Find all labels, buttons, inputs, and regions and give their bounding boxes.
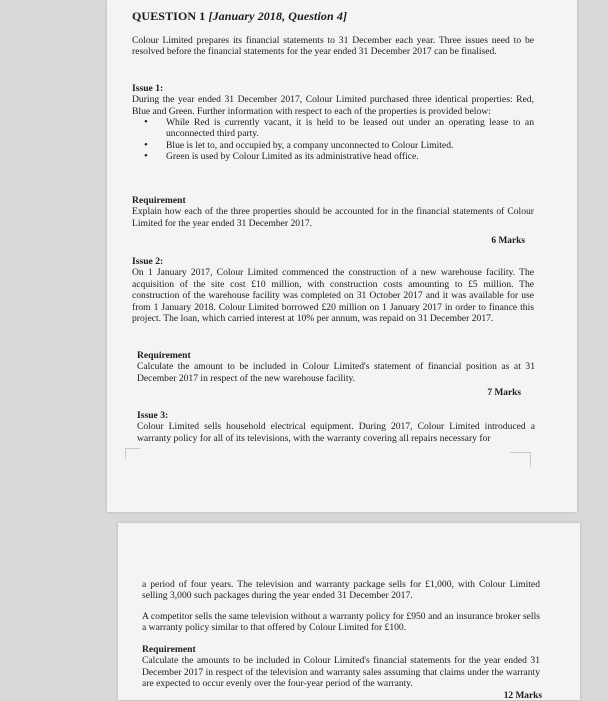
page-1	[107, 0, 577, 512]
crop-mark	[510, 452, 531, 467]
issue-1-marks: 6 Marks	[491, 236, 525, 246]
issue-3-heading: Issue 3:	[137, 410, 169, 421]
requirement-text: Calculate the amounts to be included in Colour Limited's financial statements for the year ended 31 December 2017 in respect of the television and warranty sales assuming that claims under the warranty are expected to occur evenly over the four-year period of the warranty.	[142, 655, 540, 690]
issue-3-text-continued: a period of four years. The television and warranty package sells for £1,000, with Colour Limited selling 3,000 such packages during the year ended 31 December 2017.	[142, 579, 540, 602]
intro-block	[132, 35, 534, 58]
requirement-text: Calculate the amount to be included in Colour Limited's statement of financial position as at 31 December 2017 in respect of the new warehouse facility.	[137, 361, 535, 384]
issue-3-continued	[142, 579, 540, 602]
question-source: [January 2018, Question 4]	[208, 9, 348, 23]
intro-text: Colour Limited prepares its financial statements to 31 December each year. Three issues need to be resolved before the financial statements for the year ended 31 December 2017 can be finalised.	[132, 35, 534, 58]
issue-2-marks: 7 Marks	[487, 388, 521, 398]
issue-3-requirement	[142, 644, 540, 690]
issue-3-text: Colour Limited sells household electrical equipment. During 2017, Colour Limited introduced a warranty policy for all of its televisions, with the warranty covering all repairs necessary for	[137, 421, 535, 444]
competitor-text: A competitor sells the same television without a warranty policy for £950 and an insurance broker sells a warranty policy similar to that offered by Colour Limited for £100.	[142, 611, 540, 634]
crop-mark	[125, 448, 140, 459]
list-item: • While Red is currently vacant, it is held to be leased out under an operating lease to an unconnected third party.	[144, 116, 534, 140]
requirement-text: Explain how each of the three properties should be accounted for in the financial statements of Colour Limited for the year ended 31 December 2017.	[132, 206, 534, 229]
issue-1-text: During the year ended 31 December 2017, Colour Limited purchased three identical properties: Red, Blue and Green. Further information with respect to each of the properties is provided below:	[132, 94, 534, 117]
page-2	[118, 523, 580, 700]
question-number: QUESTION 1	[132, 9, 206, 23]
issue-1-heading: Issue 1:	[132, 83, 164, 94]
issue-3	[137, 410, 535, 444]
requirement-heading: Requirement	[137, 350, 191, 361]
issue-2-requirement	[137, 350, 535, 384]
issue-2-text: On 1 January 2017, Colour Limited commenced the construction of a new warehouse facility. The acquisition of the site cost £10 million, with construction costs amounting to £5 million. The construction of the warehouse facility was completed on 31 October 2017 and it was available for use from 1 January 2018. Colour Limited borrowed £20 million on 1 January 2017 in order to finance this project. The loan, which carried interest at 10% per annum, was repaid on 31 December 2017.	[132, 267, 534, 325]
issue-1	[132, 83, 534, 162]
requirement-heading: Requirement	[142, 644, 196, 655]
question-title	[132, 9, 347, 24]
issue-1-bullets	[144, 116, 534, 162]
issue-2-heading: Issue 2:	[132, 256, 164, 267]
issue-3-competitor	[142, 611, 540, 634]
issue-2	[132, 256, 534, 324]
requirement-heading: Requirement	[132, 195, 186, 206]
issue-3-marks: 12 Marks	[503, 691, 542, 701]
list-item: • Green is used by Colour Limited as its administrative head office.	[144, 149, 419, 162]
issue-1-requirement	[132, 195, 534, 229]
list-item: • Blue is let to, and occupied by, a company unconnected to Colour Limited.	[144, 138, 454, 151]
